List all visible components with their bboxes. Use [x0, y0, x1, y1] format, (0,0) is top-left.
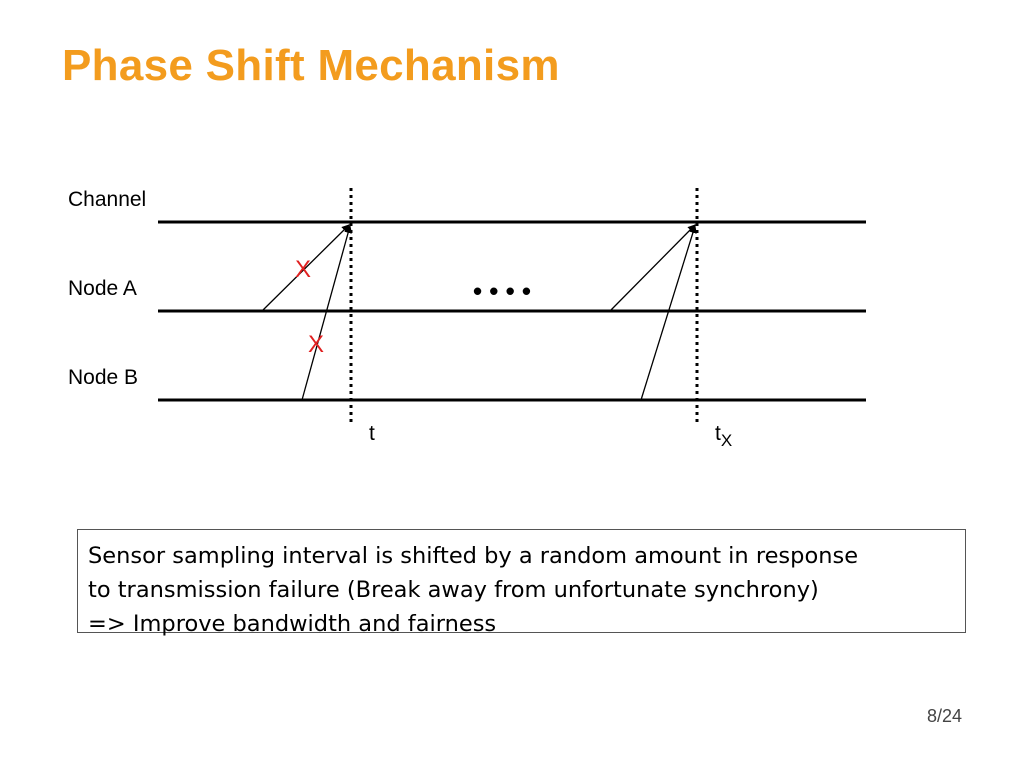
description-line-3: => Improve bandwidth and fairness [88, 611, 497, 637]
time-label-tx-main: t [715, 422, 721, 445]
page-number: 8/24 [926, 706, 962, 726]
slide-title: Phase Shift Mechanism [62, 41, 560, 90]
time-label-tx-subscript: X [720, 431, 733, 450]
time-label-t-main: t [369, 422, 375, 445]
description-line-1: Sensor sampling interval is shifted by a random amount in response [88, 543, 859, 569]
description-line-2: to transmission failure (Break away from unfortunate synchrony) [88, 577, 819, 603]
failure-mark-node-a: X [294, 256, 312, 283]
time-label-t [369, 422, 375, 445]
arrow-node-b-to-channel-1 [302, 226, 350, 400]
lane-label-channel: Channel [68, 188, 147, 211]
description-box [77, 529, 966, 637]
failure-mark-node-b: X [307, 331, 325, 358]
ellipsis: • • • • [472, 276, 532, 306]
lane-label-node-a: Node A [68, 277, 137, 300]
time-label-tx [715, 422, 732, 450]
lane-label-node-b: Node B [68, 366, 139, 389]
